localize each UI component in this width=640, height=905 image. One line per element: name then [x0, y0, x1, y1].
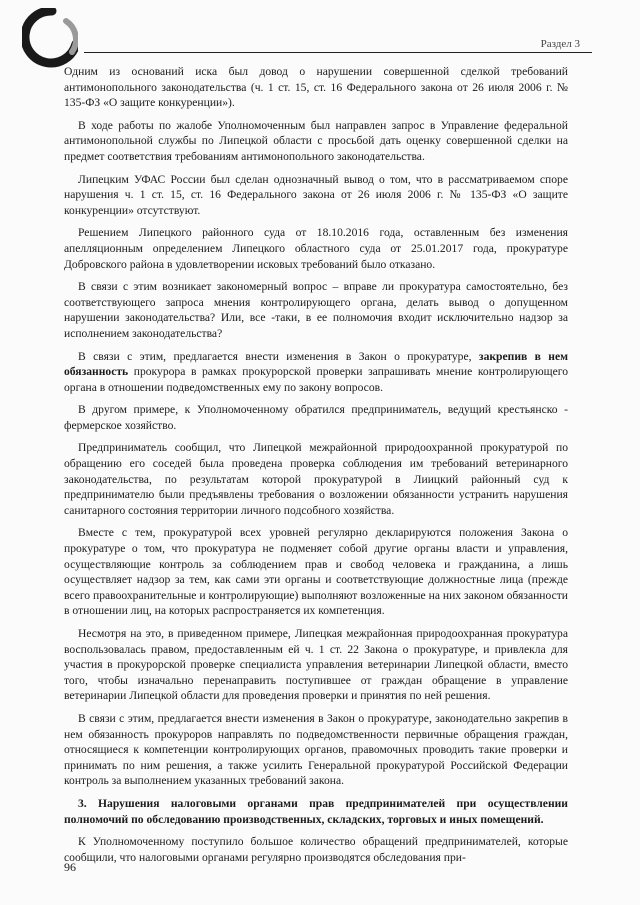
emphasis-text: закрепив в нем обязанность [64, 349, 568, 379]
paragraph [64, 349, 568, 396]
page-content [64, 64, 568, 872]
header-rule [84, 52, 592, 53]
paragraph: Предприниматель сообщил, что Липецкой межрайонной природоохранной прокуратурой по обращению его соседей была проведена проверка соблюдения им требований ветеринарного законодательства, по результатам которой прокуратурой в Лиицкий районный суд к предпринимателю были предъявлены требования о возложении обязанности устранить нарушения санитарного состояния территории личного подсобного хозяйства. [64, 441, 568, 517]
section-heading: 3. Нарушения налоговыми органами прав предпринимателей при осуществлении полномочий по обследованию производственных, складских, торговых и иных помещений. [64, 796, 568, 826]
paragraph: Несмотря на это, в приведенном примере, Липецкая межрайонная природоохранная прокуратура воспользовалась правом, предоставленным ей ч. 1 ст. 22 Закона о прокуратуре, и привлекла для участия в прокурорской проверке специалиста управления ветеринарии Липецкой области, вместо того, чтобы изначально перенаправить поступившее от граждан обращение в управление ветеринарии Липецкой области для проведения проверки и принятия по ней решения. [64, 627, 568, 703]
paragraph: Вместе с тем, прокуратурой всех уровней регулярно декларируются положения Закона о прокуратуре о том, что прокуратура не подменяет собой другие органы власти и управления, осуществляющие контроль за соблюдением прав и свобод человека и гражданина, а лишь осуществляет надзор за тем, как сами эти органы и соответствующие должностные лица (прежде всего правоохранительные и контролирующие) выполняют возложенные на них законом обязанности в отношении лиц, на которых распространяется их компетенция. [64, 526, 568, 618]
section-label: Раздел 3 [540, 38, 580, 50]
paragraph: В связи с этим возникает закономерный вопрос – вправе ли прокуратура самостоятельно, без соответствующего запроса мнения контролирующего органа, делать вывод о допущенном нарушении законодательства? Или, все -таки, в ее полномочия входит исключительно надзор за исполнением законодательства? [64, 280, 568, 340]
logo-icon [22, 8, 78, 68]
paragraph: В связи с этим, предлагается внести изменения в Закон о прокуратуре, законодательно закрепив в нем обязанность прокуроров направлять по подведомственности первичные обращения граждан, относящиеся к компетенции контролирующих органов, правомочных проводить такие проверки и принимать по ним решения, а также усилить Генеральной прокуратурой Российской Федерации контроль за выполнением указанных требований закона. [64, 711, 568, 788]
paragraph: В другом примере, к Уполномоченному обратился предприниматель, ведущий крестьянско - фермерское хозяйство. [64, 403, 568, 432]
paragraph-text: прокурора в рамках прокурорской проверки запрашивать мнение контролирующего органа в отношении подведомственных ему по закону вопросов. [64, 365, 568, 394]
page-number: 96 [64, 860, 76, 874]
paragraph: В ходе работы по жалобе Уполномоченным был направлен запрос в Управление федеральной антимонопольной службы по Липецкой области с просьбой дать оценку совершенной сделки на предмет соответствия требованиям антимонопольного законодательства. [64, 118, 568, 163]
paragraph: Липецким УФАС России был сделан однозначный вывод о том, что в рассматриваемом споре нарушения ч. 1 ст. 15, ст. 16 Федерального закона от 26 июля 2006 г. № 135-ФЗ «О защите конкуренции» отсутствуют. [64, 172, 568, 217]
paragraph: К Уполномоченному поступило большое количество обращений предпринимателей, которые сообщили, что налоговыми органами регулярно производятся обследования при- [64, 835, 568, 864]
paragraph: Решением Липецкого районного суда от 18.10.2016 года, оставленным без изменения апелляционным определением Липецкого областного суда от 25.01.2017 года, прокуратуре Добровского района в удовлетворении исковых требований было отказано. [64, 226, 568, 271]
paragraph-text: В связи с этим, предлагается внести изменения в Закон о прокуратуре, [78, 349, 479, 363]
paragraph: Одним из оснований иска был довод о нарушении совершенной сделкой требований антимонопольного законодательства (ч. 1 ст. 15, ст. 16 Федерального закона от 26 июля 2006 г. № 135-ФЗ «О защите конкуренции»). [64, 65, 568, 110]
